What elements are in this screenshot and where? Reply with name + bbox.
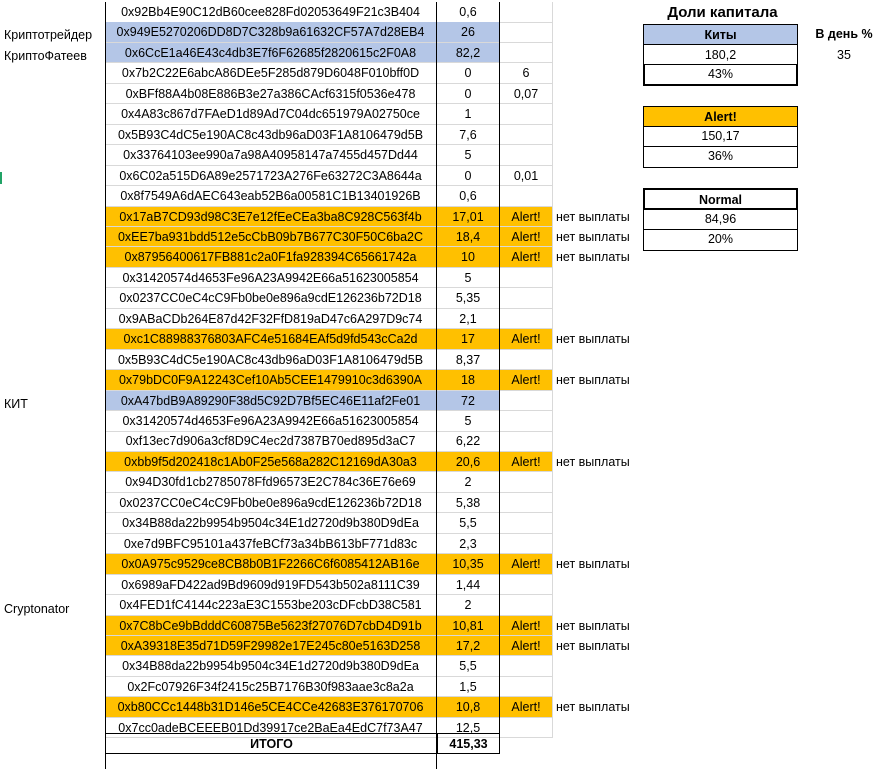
table-border <box>436 2 437 769</box>
address-cell[interactable]: 0xe7d9BFC95101a437feBCf73a34bB613bF771d83c <box>105 534 437 555</box>
address-cell[interactable]: 0x5B93C4dC5e190AC8c43db96aD03F1A8106479d5B <box>105 350 437 371</box>
payout-status-cell[interactable] <box>553 186 641 207</box>
amount-cell[interactable]: 20,6 <box>437 452 500 473</box>
address-cell[interactable]: 0x0237CC0eC4cC9Fb0be0e896a9cdE126236b72D18 <box>105 493 437 514</box>
address-cell[interactable]: 0x7cc0adeBCEEEB01Dd39917ce2BaEa4EdC7f73A47 <box>105 718 437 739</box>
amount-cell[interactable]: 7,6 <box>437 125 500 146</box>
address-cell[interactable]: 0x6C02a515D6A89e2571723A276Fe63272C3A8644a <box>105 166 437 187</box>
extra-value-cell[interactable] <box>500 125 553 146</box>
total-label[interactable]: ИТОГО <box>105 733 437 754</box>
normal-value[interactable]: 84,96 <box>643 209 798 230</box>
address-cell[interactable]: 0x79bDC0F9A12243Cef10Ab5CEE1479910c3d6390A <box>105 370 437 391</box>
payout-status-cell[interactable] <box>553 43 641 64</box>
payout-status-cell[interactable]: нет выплаты <box>556 557 630 572</box>
amount-cell[interactable]: 18 <box>437 370 500 391</box>
table-border <box>105 2 106 769</box>
extra-value-cell[interactable] <box>500 350 553 371</box>
alert-flag-cell[interactable]: Alert! <box>500 370 553 391</box>
payout-status-cell[interactable]: нет выплаты <box>556 250 630 265</box>
amount-cell[interactable]: 5,35 <box>437 288 500 309</box>
extra-value-cell[interactable] <box>500 718 553 739</box>
payout-status-cell[interactable] <box>553 268 641 289</box>
amount-cell[interactable]: 2 <box>437 472 500 493</box>
extra-value-cell[interactable] <box>500 411 553 432</box>
payout-status-cell[interactable]: нет выплаты <box>556 638 630 653</box>
alert-flag-cell[interactable]: Alert! <box>500 554 553 575</box>
alert-header[interactable]: Alert! <box>643 106 798 127</box>
per-day-value[interactable]: 35 <box>837 48 851 62</box>
amount-cell[interactable]: 10,35 <box>437 554 500 575</box>
amount-cell[interactable]: 8,37 <box>437 350 500 371</box>
payout-status-cell[interactable]: нет выплаты <box>556 229 630 244</box>
alert-value[interactable]: 150,17 <box>643 126 798 147</box>
amount-cell[interactable]: 5 <box>437 268 500 289</box>
address-cell[interactable]: 0x17aB7CD93d98C3E7e12fEeCEa3ba8C928C563f4b <box>105 207 437 228</box>
alert-flag-cell[interactable]: Alert! <box>500 697 553 718</box>
payout-status-cell[interactable]: нет выплаты <box>556 454 630 469</box>
extra-value-cell[interactable] <box>500 104 553 125</box>
amount-cell[interactable]: 5,38 <box>437 493 500 514</box>
extra-value-cell[interactable]: 6 <box>500 63 553 84</box>
per-day-header[interactable]: В день % <box>815 27 873 41</box>
amount-cell[interactable]: 1,44 <box>437 575 500 596</box>
payout-status-cell[interactable] <box>553 431 641 452</box>
payout-status-cell[interactable] <box>553 2 641 23</box>
payout-status-cell[interactable]: нет выплаты <box>556 700 630 715</box>
payout-status-cell[interactable] <box>553 309 641 330</box>
amount-cell[interactable]: 10 <box>437 247 500 268</box>
amount-cell[interactable]: 72 <box>437 391 500 412</box>
whales-value[interactable]: 180,2 <box>643 44 798 65</box>
extra-value-cell[interactable] <box>500 145 553 166</box>
extra-value-cell[interactable] <box>500 534 553 555</box>
amount-cell[interactable]: 18,4 <box>437 227 500 248</box>
address-cell[interactable]: 0x87956400617FB881c2a0F1fa928394C65661742a <box>105 247 437 268</box>
extra-value-cell[interactable] <box>500 186 553 207</box>
payout-status-cell[interactable] <box>553 84 641 105</box>
address-cell[interactable]: 0x31420574d4653Fe96A23A9942E66a51623005854 <box>105 268 437 289</box>
address-cell[interactable]: 0xb80CCc1448b31D146e5CE4CCe42683E376170706 <box>105 697 437 718</box>
amount-cell[interactable]: 17 <box>437 329 500 350</box>
alert-flag-cell[interactable]: Alert! <box>500 329 553 350</box>
summary-title[interactable]: Доли капитала <box>667 4 778 21</box>
address-cell[interactable]: 0xbb9f5d202418c1Ab0F25e568a282C12169dA30a3 <box>105 452 437 473</box>
address-cell[interactable]: 0xc1C88988376803AFC4e51684EAf5d9fd543cCa2d <box>105 329 437 350</box>
amount-cell[interactable]: 2,1 <box>437 309 500 330</box>
extra-value-cell[interactable] <box>500 677 553 698</box>
address-cell[interactable]: 0xf13ec7d906a3cf8D9C4ec2d7387B70ed895d3aC7 <box>105 431 437 452</box>
address-cell[interactable]: 0x31420574d4653Fe96A23A9942E66a51623005854 <box>105 411 437 432</box>
extra-value-cell[interactable] <box>500 288 553 309</box>
amount-cell[interactable]: 2,3 <box>437 534 500 555</box>
amount-cell[interactable]: 26 <box>437 22 500 43</box>
payout-status-cell[interactable]: нет выплаты <box>556 618 630 633</box>
alert-flag-cell[interactable]: Alert! <box>500 207 553 228</box>
address-cell[interactable]: 0x34B88da22b9954b9504c34E1d2720d9b380D9dEa <box>105 656 437 677</box>
address-cell[interactable]: 0x7b2C22E6abcA86DEe5F285d879D6048F010bff0D <box>105 63 437 84</box>
address-cell[interactable]: 0x949E5270206DD8D7C328b9a61632CF57A7d28EB4 <box>105 22 437 43</box>
payout-status-cell[interactable] <box>553 534 641 555</box>
payout-status-cell[interactable]: нет выплаты <box>556 332 630 347</box>
amount-cell[interactable]: 17,01 <box>437 207 500 228</box>
alert-flag-cell[interactable]: Alert! <box>500 452 553 473</box>
amount-cell[interactable]: 2 <box>437 595 500 616</box>
total-value[interactable]: 415,33 <box>437 733 500 754</box>
amount-cell[interactable]: 82,2 <box>437 43 500 64</box>
extra-value-cell[interactable] <box>500 656 553 677</box>
whales-percent[interactable]: 43% <box>643 64 798 86</box>
amount-cell[interactable]: 6,22 <box>437 431 500 452</box>
payout-status-cell[interactable]: нет выплаты <box>556 209 630 224</box>
address-cell[interactable]: 0x0237CC0eC4cC9Fb0be0e896a9cdE126236b72D18 <box>105 288 437 309</box>
payout-status-cell[interactable] <box>553 166 641 187</box>
payout-status-cell[interactable] <box>553 472 641 493</box>
amount-cell[interactable]: 0,6 <box>437 2 500 23</box>
address-cell[interactable]: 0x34B88da22b9954b9504c34E1d2720d9b380D9dEa <box>105 513 437 534</box>
alert-flag-cell[interactable]: Alert! <box>500 616 553 637</box>
extra-value-cell[interactable] <box>500 595 553 616</box>
whales-header[interactable]: Киты <box>643 24 798 45</box>
label-kriptotreider[interactable]: Криптотрейдер <box>4 28 93 42</box>
extra-value-cell[interactable]: 0,01 <box>500 166 553 187</box>
payout-status-cell[interactable] <box>553 104 641 125</box>
address-cell[interactable]: 0x33764103ee990a7a98A40958147a7455d457Dd44 <box>105 145 437 166</box>
address-cell[interactable]: 0x7C8bCe9bBdddC60875Be5623f27076D7cbD4D91b <box>105 616 437 637</box>
extra-value-cell[interactable] <box>500 268 553 289</box>
payout-status-cell[interactable] <box>553 718 641 739</box>
extra-value-cell[interactable] <box>500 472 553 493</box>
payout-status-cell[interactable] <box>553 411 641 432</box>
amount-cell[interactable]: 5 <box>437 145 500 166</box>
payout-status-cell[interactable] <box>553 125 641 146</box>
payout-status-cell[interactable] <box>553 575 641 596</box>
address-cell[interactable]: 0x9ABaCDb264E87d42F32FfD819aD47c6A297D9c74 <box>105 309 437 330</box>
payout-status-cell[interactable] <box>553 656 641 677</box>
table-border <box>499 2 500 738</box>
address-cell[interactable]: 0x2Fc07926F34f2415c25B7176B30f983aae3c8a2a <box>105 677 437 698</box>
payout-status-cell[interactable]: нет выплаты <box>556 373 630 388</box>
address-cell[interactable]: 0xEE7ba931bdd512e5cCbB09b7B677C30F50C6ba2C <box>105 227 437 248</box>
payout-status-cell[interactable] <box>553 350 641 371</box>
address-cell[interactable]: 0x0A975c9529ce8CB8b0B1F2266C6f6085412AB16e <box>105 554 437 575</box>
extra-value-cell[interactable] <box>500 431 553 452</box>
payout-status-cell[interactable] <box>553 22 641 43</box>
extra-value-cell[interactable] <box>500 2 553 23</box>
amount-cell[interactable]: 0 <box>437 63 500 84</box>
alert-flag-cell[interactable]: Alert! <box>500 227 553 248</box>
alert-flag-cell[interactable]: Alert! <box>500 636 553 657</box>
amount-cell[interactable]: 5,5 <box>437 513 500 534</box>
normal-percent[interactable]: 20% <box>643 229 798 251</box>
amount-cell[interactable]: 1 <box>437 104 500 125</box>
payout-status-cell[interactable] <box>553 145 641 166</box>
payout-status-cell[interactable] <box>553 391 641 412</box>
amount-cell[interactable]: 0 <box>437 84 500 105</box>
label-kit[interactable]: КИТ <box>4 397 28 411</box>
alert-flag-cell[interactable]: Alert! <box>500 247 553 268</box>
amount-cell[interactable]: 0 <box>437 166 500 187</box>
extra-value-cell[interactable]: 0,07 <box>500 84 553 105</box>
payout-status-cell[interactable] <box>553 595 641 616</box>
extra-value-cell[interactable] <box>500 493 553 514</box>
extra-value-cell[interactable] <box>500 391 553 412</box>
address-cell[interactable]: 0x4FED1fC4144c223aE3C1553be203cDFcbD38C581 <box>105 595 437 616</box>
amount-cell[interactable]: 10,8 <box>437 697 500 718</box>
address-cell[interactable]: 0xBFf88A4b08E886B3e27a386CAcf6315f0536e478 <box>105 84 437 105</box>
extra-value-cell[interactable] <box>500 309 553 330</box>
address-cell[interactable]: 0x94D30fd1cb2785078Ffd96573E2C784c36E76e69 <box>105 472 437 493</box>
payout-status-cell[interactable] <box>553 63 641 84</box>
amount-cell[interactable]: 5 <box>437 411 500 432</box>
amount-cell[interactable]: 0,6 <box>437 186 500 207</box>
extra-value-cell[interactable] <box>500 43 553 64</box>
address-cell[interactable]: 0x6989aFD422ad9Bd9609d919FD543b502a8111C39 <box>105 575 437 596</box>
extra-value-cell[interactable] <box>500 575 553 596</box>
payout-status-cell[interactable] <box>553 288 641 309</box>
alert-percent[interactable]: 36% <box>643 146 798 168</box>
amount-cell[interactable]: 1,5 <box>437 677 500 698</box>
payout-status-cell[interactable] <box>553 677 641 698</box>
label-kriptofateev[interactable]: КриптоФатеев <box>4 48 87 63</box>
address-cell[interactable]: 0x92Bb4E90C12dB60cee828Fd02053649F21c3B404 <box>105 2 437 23</box>
extra-value-cell[interactable] <box>500 513 553 534</box>
payout-status-cell[interactable] <box>553 493 641 514</box>
address-cell[interactable]: 0x4A83c867d7FAeD1d89Ad7C04dc651979A02750ce <box>105 104 437 125</box>
address-cell[interactable]: 0x5B93C4dC5e190AC8c43db96aD03F1A8106479d5B <box>105 125 437 146</box>
label-cryptonator[interactable]: Cryptonator <box>4 602 70 616</box>
address-cell[interactable]: 0xA39318E35d71D59F29982e17E245c80e5163D258 <box>105 636 437 657</box>
amount-cell[interactable]: 10,81 <box>437 616 500 637</box>
address-cell[interactable]: 0x6CcE1a46E43c4db3E7f6F62685f2820615c2F0A8 <box>105 43 437 64</box>
row-marker <box>0 172 2 184</box>
amount-cell[interactable]: 17,2 <box>437 636 500 657</box>
extra-value-cell[interactable] <box>500 22 553 43</box>
address-cell[interactable]: 0x8f7549A6dAEC643eab52B6a00581C1B13401926B <box>105 186 437 207</box>
amount-cell[interactable]: 5,5 <box>437 656 500 677</box>
normal-header[interactable]: Normal <box>643 188 798 210</box>
address-cell[interactable]: 0xA47bdB9A89290F38d5C92D7Bf5EC46E11af2Fe01 <box>105 391 437 412</box>
payout-status-cell[interactable] <box>553 513 641 534</box>
amount-cell[interactable]: 12,5 <box>437 718 500 739</box>
